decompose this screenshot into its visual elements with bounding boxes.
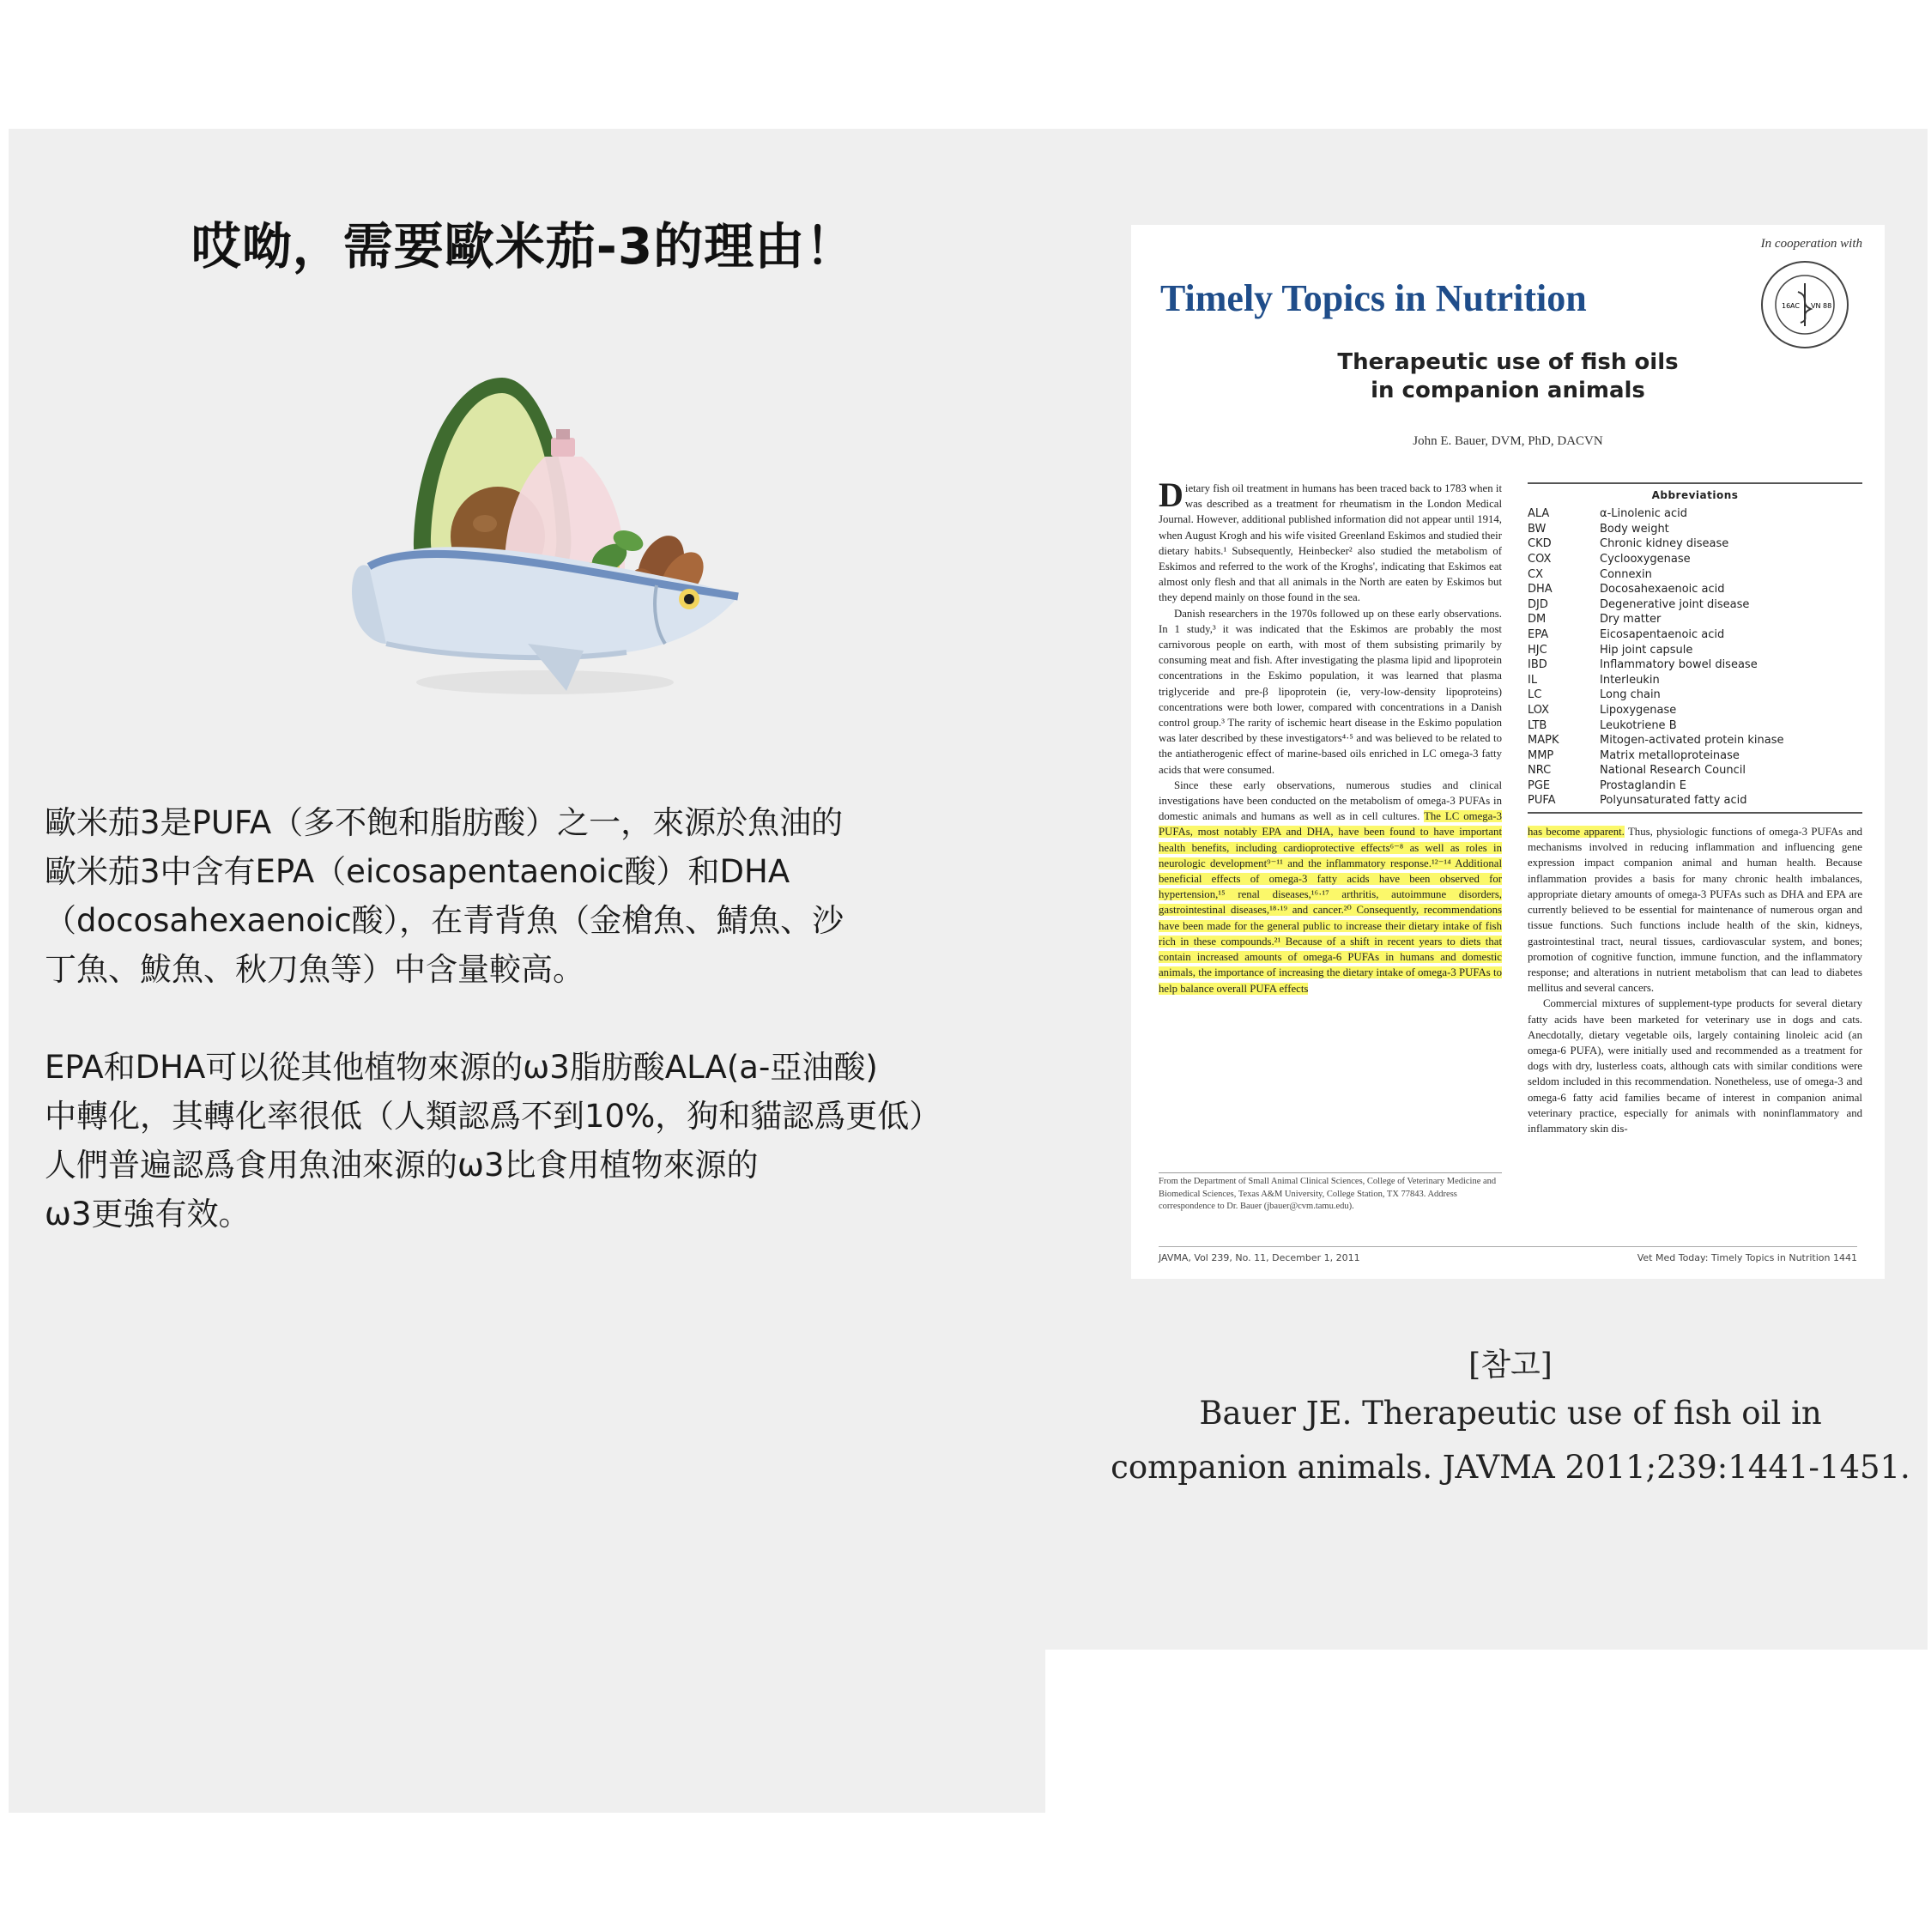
abbreviation-key: IL (1528, 673, 1538, 687)
abbreviation-value: Connexin (1600, 567, 1652, 581)
abbreviation-row (1528, 612, 1862, 627)
abbreviation-row (1528, 703, 1862, 718)
abbreviation-row (1528, 536, 1862, 552)
abbreviation-value: Inflammatory bowel disease (1600, 658, 1758, 672)
journal-page (1131, 225, 1885, 1279)
article-title-line: in companion animals (1371, 378, 1645, 403)
abbreviation-key: EPA (1528, 627, 1549, 641)
abbreviation-row (1528, 673, 1862, 688)
abbreviation-row (1528, 643, 1862, 658)
abbreviation-key: HJC (1528, 643, 1547, 657)
article-title (1131, 348, 1885, 405)
abbreviation-row (1528, 687, 1862, 703)
abbreviation-key: IBD (1528, 658, 1547, 672)
abbreviation-value: Hip joint capsule (1600, 643, 1693, 657)
abbreviation-key: CKD (1528, 537, 1552, 551)
abbreviation-row (1528, 567, 1862, 583)
abbreviation-value: Lipoxygenase (1600, 703, 1677, 717)
reference-line: companion animals. JAVMA 2011;239:1441-1451. (1111, 1449, 1910, 1486)
abbreviations-list (1528, 506, 1862, 809)
abbreviation-key: DM (1528, 613, 1547, 627)
fish-avocado-oil-nuts-bowl-illustration (352, 360, 755, 721)
abbreviation-key: MAPK (1528, 734, 1559, 748)
abbreviation-key: DHA (1528, 583, 1553, 597)
abbreviation-row (1528, 582, 1862, 597)
text-line: EPA和DHA可以從其他植物來源的ω3脂肪酸ALA(a-亞油酸) (45, 1049, 878, 1086)
journal-footer (1159, 1246, 1857, 1263)
abbreviation-key: NRC (1528, 764, 1552, 778)
text-line: ω3更強有效。 (45, 1196, 251, 1232)
abbreviation-row (1528, 552, 1862, 567)
abbreviation-value: Prostaglandin E (1600, 778, 1686, 792)
abbreviation-value: Degenerative joint disease (1600, 597, 1750, 611)
page-title: 哎呦，需要歐米茄-3的理由！ (191, 217, 857, 276)
highlighted-text: The LC omega-3 PUFAs, most notably EPA and DHA, have been found to have important health benefits, including cardioprotective effects⁶⁻⁸ as well as roles in neurologic development⁹⁻¹¹ and the inflammatory response.¹²⁻¹⁴ Additional beneficial effects of omega-3 fatty acids have been observed for hypertension,¹⁵ renal diseases,¹⁶·¹⁷ arthritis, autoimmune disorders, gastrointestinal diseases,¹⁸·¹⁹ and cancer.²⁰ Consequently, recommendations have been made for the general public to increase their dietary intake of fish rich in these compounds.²¹ Because of a shift in recent years to diets that contain increased amounts of omega-6 PUFAs in humans and domestic animals, the importance of increasing the dietary intake of omega-3 PUFAs to help balance overall PUFA effects (1159, 810, 1502, 995)
highlighted-text: has become apparent. (1528, 826, 1625, 839)
article-left-column (1159, 475, 1502, 996)
seal-text: 16 (1782, 302, 1791, 310)
drop-cap: D (1159, 475, 1183, 514)
abbreviation-key: PUFA (1528, 794, 1556, 808)
abbreviation-row (1528, 793, 1862, 809)
abbreviation-key: LOX (1528, 703, 1550, 717)
abbreviation-key: PGE (1528, 778, 1551, 792)
omega3-conversion-paragraph (45, 1043, 1040, 1239)
journal-citation: JAVMA, Vol 239, No. 11, December 1, 2011 (1159, 1252, 1360, 1263)
abbreviation-row (1528, 733, 1862, 748)
abbreviation-key: LC (1528, 688, 1542, 702)
text-line: 人們普遍認爲食用魚油來源的ω3比食用植物來源的 (45, 1147, 759, 1184)
abbreviation-value: Docosahexaenoic acid (1600, 583, 1725, 597)
abbreviation-row (1528, 763, 1862, 778)
abbreviation-value: Long chain (1600, 688, 1661, 702)
omega3-intro-paragraph (45, 798, 1040, 994)
abbreviation-row (1528, 597, 1862, 613)
abbreviation-row (1528, 718, 1862, 734)
body-text: Commercial mixtures of supplement-type products for several dietary fatty acids have been marketed for veterinary use in dogs and cats. Anecdotally, dietary vegetable oils, largely containing linoleic acid (an omega-6 PUFA), were initially used and recommended as a treatment for dogs with dry, lusterless coats, although cats with similar conditions were seldom included in this recommendation. Nonetheless, use of omega-3 and omega-6 fatty acid families became of interest in companion animal veterinary practice, especially for animals with noninflammatory and inflammatory skin dis- (1528, 997, 1862, 1135)
abbreviation-value: Leukotriene B (1600, 718, 1677, 732)
abbreviation-key: LTB (1528, 718, 1547, 732)
abbreviation-row (1528, 748, 1862, 764)
article-right-column (1528, 482, 1862, 1136)
reference-tag: [참고] (1468, 1348, 1553, 1383)
abbreviation-row (1528, 657, 1862, 673)
reference-line: Bauer JE. Therapeutic use of fish oil in (1199, 1395, 1822, 1432)
body-text: Since these early observations, numerous studies and clinical investigations have been conducted on the metabolism of omega-3 PUFAs in domestic animals and humans as well as in cell cultures. (1159, 778, 1502, 823)
acvn-seal-icon (1759, 259, 1850, 350)
abbreviation-row (1528, 522, 1862, 537)
body-text: Danish researchers in the 1970s followed up on these early observations. In 1 study,³ it was indicated that the Eskimos are probably the most carnivorous people on earth, with most of them subsisting primarily by consuming meat and fish. After investigating the plasma lipid and lipoprotein concentrations in the Eskimo population, it was learned that plasma triglyceride and pre-β lipoprotein (ie, very-low-density lipoproteins) concentrations were both lower, compared with concentrations in a Danish control group.³ The rarity of ischemic heart disease in the Eskimo population was later described by these investigators⁴·⁵ and was believed to be related to the antiatherogenic effect of marine-based oils enriched in LC omega-3 fatty acids that were consumed. (1159, 607, 1502, 776)
seal-text: AC (1790, 302, 1800, 310)
text-line: 中轉化，其轉化率很低（人類認爲不到10%，狗和貓認爲更低） (45, 1098, 941, 1135)
abbreviation-row (1528, 506, 1862, 522)
journal-page-label: Vet Med Today: Timely Topics in Nutrition 1441 (1637, 1252, 1857, 1263)
abbreviation-value: Dry matter (1600, 613, 1662, 627)
abbreviation-row (1528, 778, 1862, 794)
abbreviation-value: α-Linolenic acid (1600, 507, 1688, 521)
seal-text: 88 (1823, 302, 1832, 310)
abbreviation-key: DJD (1528, 597, 1548, 611)
abbreviation-row (1528, 627, 1862, 643)
text-line: （docosahexaenoic酸），在青背魚（金槍魚、鯖魚、沙 (45, 902, 844, 939)
abbreviation-value: Matrix metalloproteinase (1600, 748, 1740, 762)
seal-text: VN (1811, 302, 1821, 310)
abbreviation-value: Chronic kidney disease (1600, 537, 1729, 551)
series-title: Timely Topics in Nutrition (1160, 277, 1587, 319)
cooperation-label: In cooperation with (1760, 237, 1862, 251)
text-line: 歐米茄3是PUFA（多不飽和脂肪酸）之一，來源於魚油的 (45, 804, 844, 841)
abbreviation-key: COX (1528, 552, 1552, 566)
abbreviation-key: BW (1528, 522, 1547, 536)
abbreviation-value: Polyunsaturated fatty acid (1600, 794, 1747, 808)
text-line: 丁魚、鮁魚、秋刀魚等）中含量較高。 (45, 951, 584, 988)
abbreviation-key: ALA (1528, 507, 1550, 521)
abbreviations-title: Abbreviations (1651, 489, 1739, 501)
abbreviation-value: National Research Council (1600, 764, 1746, 778)
abbreviation-key: CX (1528, 567, 1543, 581)
abbreviation-value: Interleukin (1600, 673, 1660, 687)
article-title-line: Therapeutic use of fish oils (1337, 349, 1679, 375)
abbreviation-value: Mitogen-activated protein kinase (1600, 734, 1784, 748)
abbreviations-box (1528, 482, 1862, 814)
text-line: 歐米茄3中含有EPA（eicosapentaenoic酸）和DHA (45, 853, 790, 890)
abbreviation-value: Body weight (1600, 522, 1669, 536)
abbreviation-value: Cyclooxygenase (1600, 552, 1691, 566)
affiliation-footnote: From the Department of Small Animal Clinical Sciences, College of Veterinary Medicine and Biomedical Sciences, Texas A&M University, College Station, TX 77843. Address correspondence to Dr. Bauer (jbauer@cvm.tamu.edu). (1159, 1172, 1502, 1214)
body-text: ietary fish oil treatment in humans has been traced back to 1783 when it was described as a treatment for rheumatism in the London Medical Journal. However, additional published information did not appear until 1914, when August Krogh and his wife visited Greenland Eskimos and studied their dietary habits.¹ Subsequently, Heinbecker² also studied the metabolism of Eskimos and referred to the work of the Kroghs', indicating that Eskimos eat almost only flesh and that all animals in the North are eaten by Eskimos but they depend mainly on those found in the sea. (1159, 482, 1502, 604)
abbreviation-key: MMP (1528, 748, 1554, 762)
article-author: John E. Bauer, DVM, PhD, DACVN (1413, 434, 1603, 448)
abbreviation-value: Eicosapentaenoic acid (1600, 627, 1725, 641)
body-text: Thus, physiologic functions of omega-3 PUFAs and mechanisms involved in reducing inflammation and influencing gene expression impact companion animal and human health. Because inflammation provides a basis for many chronic health imbalances, appropriate dietary amounts of omega-3 PUFAs such as DHA and EPA are currently believed to be essential for maintenance of numerous organ and tissue functions. Such functions include health of the skin, kidneys, gastrointestinal tract, neural tissues, cardiovascular system, and bones; promotion of cognitive function, immune function, and the inflammatory response; and alterations in nutrient metabolism that can lead to diabetes mellitus and several cancers. (1528, 826, 1862, 995)
